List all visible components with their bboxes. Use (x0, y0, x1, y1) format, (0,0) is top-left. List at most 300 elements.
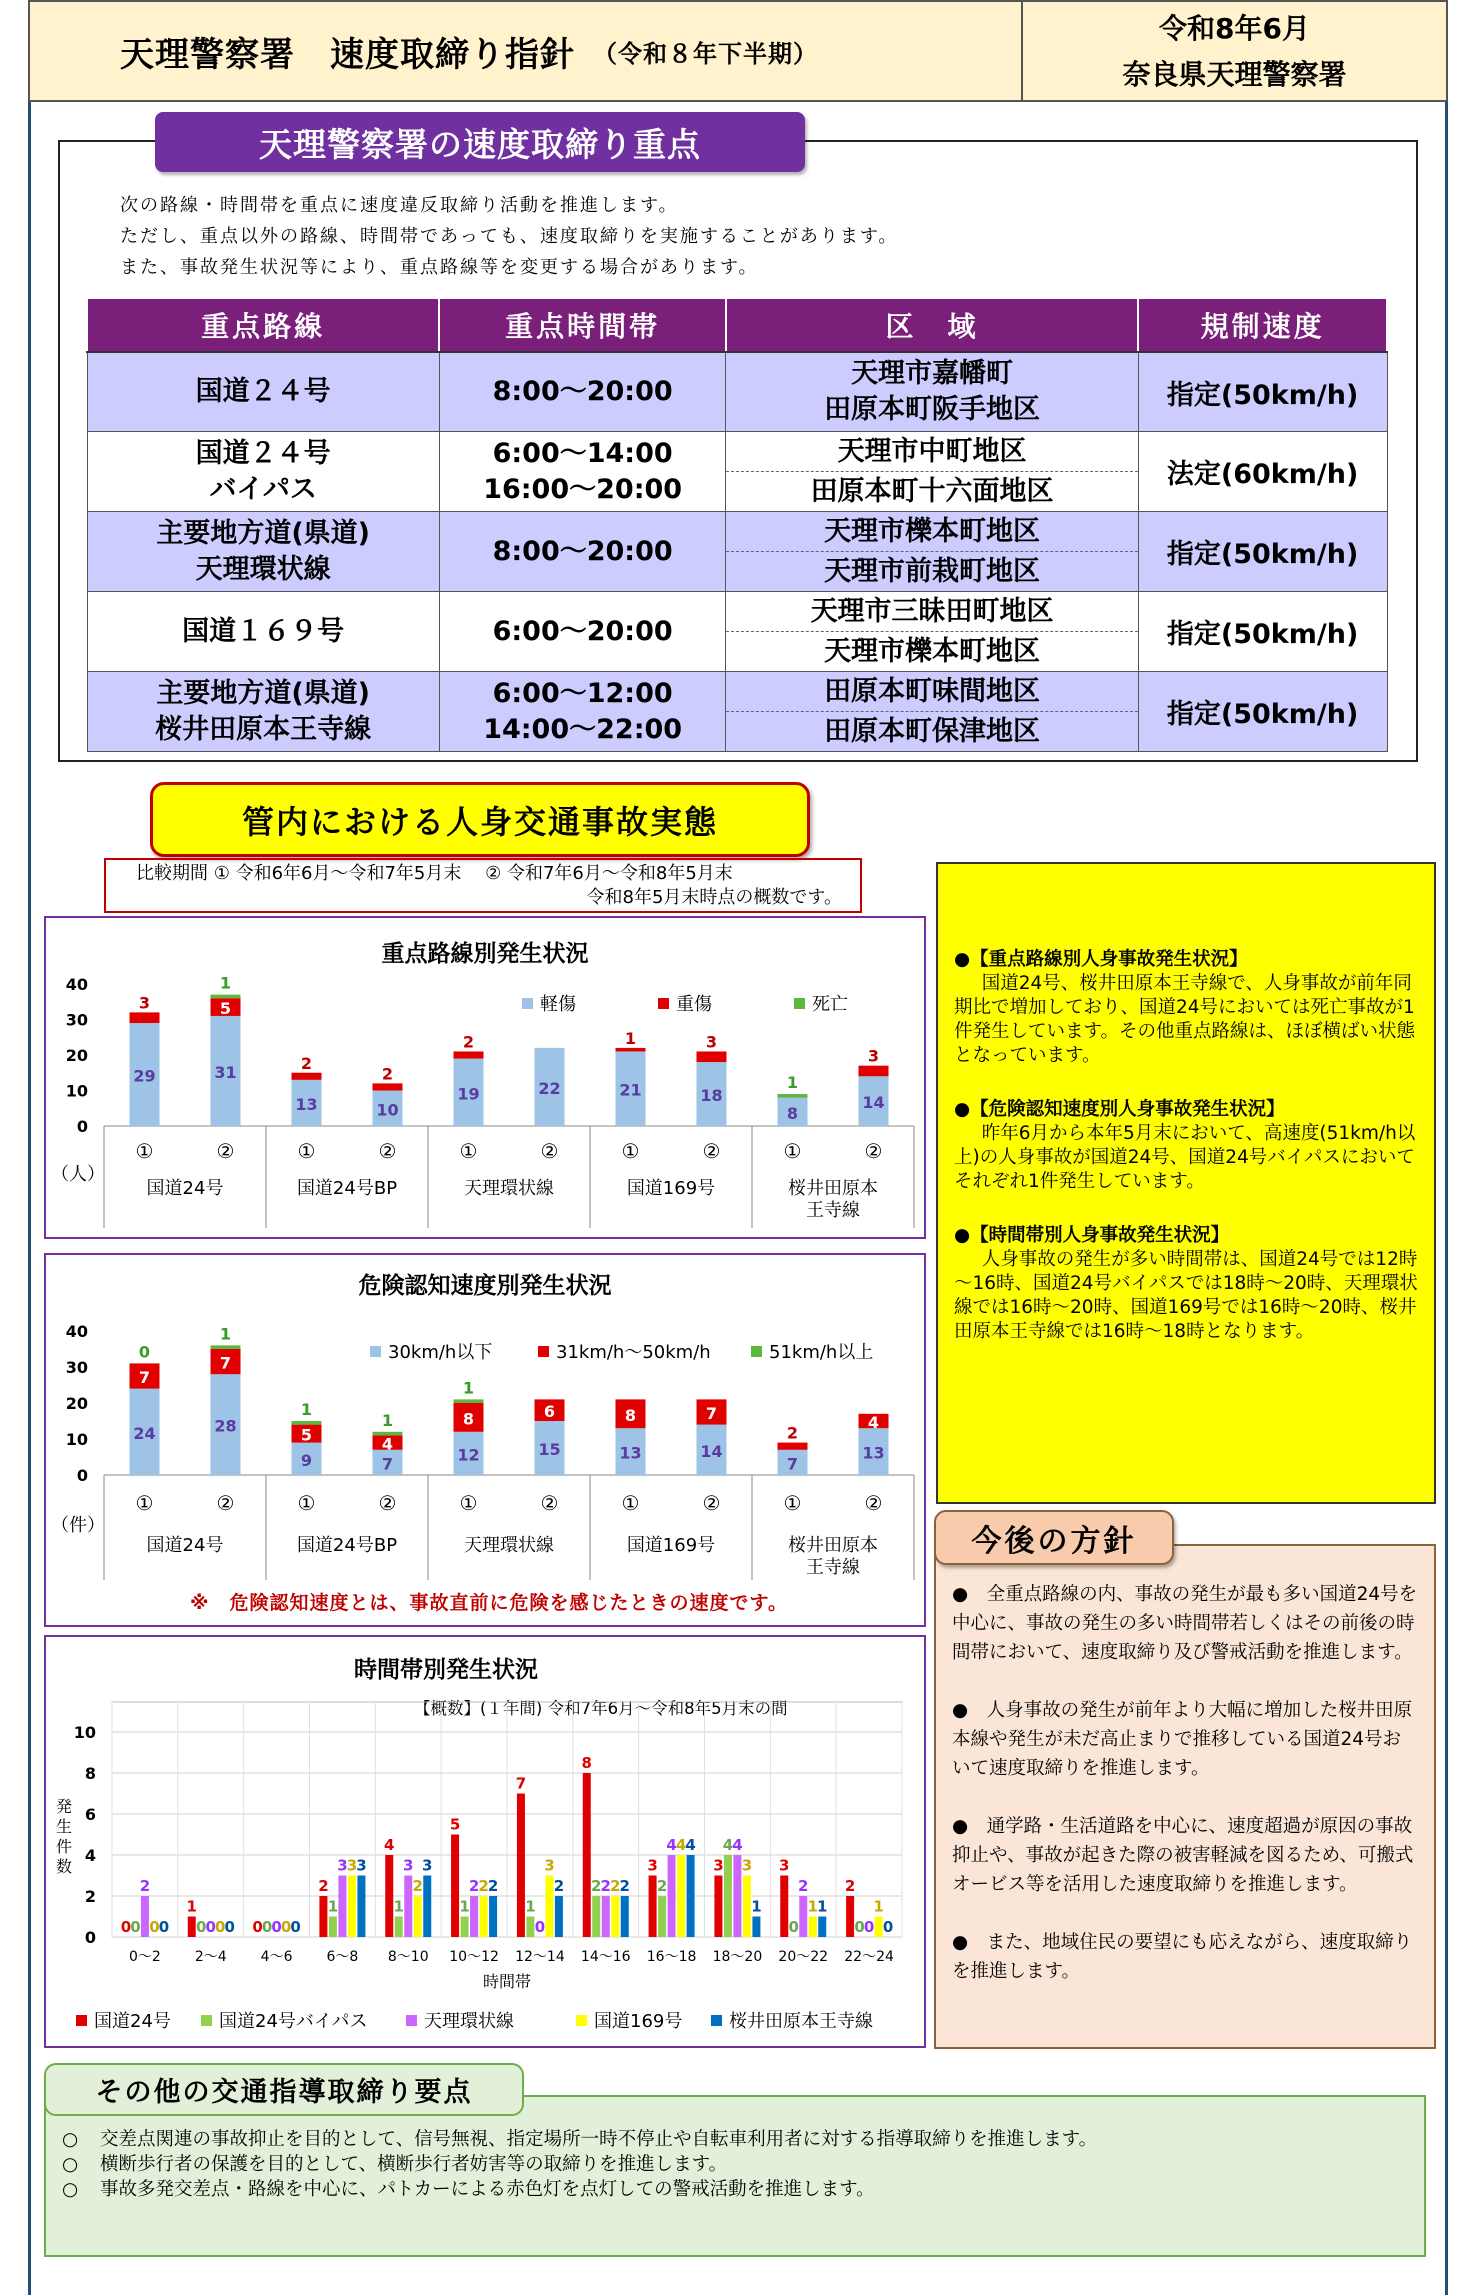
summary-route (954, 948, 1422, 1068)
category-label: ① (621, 1139, 640, 1163)
summary-text: 人身事故の発生が多い時間帯は、国道24号では12時～16時、国道24号バイパスでは18時～20時、天理環状線では16時～20時、国道169号では16時～20時、桜井田原本王寺線では16時～18時となります。 (954, 1249, 1418, 1342)
comparison-line: 比較期間 ① 令和6年6月～令和7年5月末 ② 令和7年6月～令和8年5月末 (136, 863, 733, 884)
bar (799, 1896, 807, 1937)
col-header-route: 重点路線 (87, 298, 439, 352)
bar-segment (454, 1051, 484, 1058)
legend-label: 死亡 (812, 994, 848, 1015)
route-cell-line: 桜井田原本王寺線 (155, 713, 372, 745)
summary-heading: ●【時間帯別人身事故発生状況】 (954, 1225, 1230, 1246)
area-name: 天理市中町地区 (726, 432, 1137, 472)
y-tick-label: 20 (65, 1394, 88, 1413)
other-enforcement-box (44, 2095, 1426, 2257)
bar-segment (130, 1012, 160, 1023)
limit-cell: 指定(50km/h) (1138, 592, 1387, 672)
y-unit-label: （人） (51, 1164, 105, 1185)
group-label: 国道24号BP (296, 1178, 398, 1199)
data-label: 2 (553, 1877, 565, 1895)
x-tick-label: 6～8 (326, 1949, 359, 1965)
data-label: 1 (219, 973, 232, 993)
x-tick-label: 12～14 (515, 1949, 565, 1965)
col-header-time: 重点時間帯 (439, 298, 726, 352)
policy-item: ● 人身事故の発生が前年より大幅に増加した桜井田原本線や発生が未だ高止まりで推移している国道24号おいて速度取締りを推進します。 (952, 1700, 1413, 1779)
data-label: 2 (591, 1877, 602, 1895)
data-label: 7 (381, 1454, 394, 1474)
data-label: 3 (403, 1856, 414, 1875)
time-cell-line: 16:00～20:00 (483, 473, 683, 505)
data-label: 0 (120, 1918, 132, 1936)
data-label: 1 (807, 1897, 818, 1916)
summary-time (954, 1224, 1422, 1344)
policy-item: ● また、地域住民の要望にも応えながら、速度取締りを推進します。 (952, 1932, 1413, 1982)
data-label: 21 (619, 1080, 642, 1100)
x-axis-label: 時間帯 (482, 1972, 532, 1991)
data-label: 1 (786, 1073, 799, 1093)
data-label: 7 (219, 1353, 232, 1373)
group-label: 天理環状線 (464, 1535, 554, 1556)
bar (545, 1876, 553, 1938)
summary-heading: ●【危険認知速度別人身事故発生状況】 (954, 1099, 1285, 1120)
comparison-period (104, 858, 862, 913)
area-name: 天理市櫟本町地区 (726, 512, 1137, 552)
priority-row (87, 432, 1387, 512)
data-label: 0 (261, 1918, 273, 1936)
bar (319, 1896, 327, 1937)
y-tick-label: 30 (65, 1358, 88, 1377)
route-cell-line: 国道２４号 (195, 437, 331, 469)
legend-swatch (658, 998, 669, 1009)
x-tick-label: 16～18 (646, 1949, 697, 1965)
bar-segment (373, 1083, 403, 1090)
y-unit-label: （件） (51, 1515, 105, 1536)
x-tick-label: 18～20 (712, 1949, 763, 1965)
summary-text: 国道24号、桜井田原本王寺線で、人身事故が前年同期比で増加しており、国道24号においては死亡事故が1件発生しています。その他重点路線は、ほぼ横ばい状態となっています。 (954, 973, 1416, 1066)
bar (329, 1917, 337, 1938)
data-label: 1 (393, 1897, 404, 1916)
limit-cell: 法定(60km/h) (1138, 432, 1387, 512)
route-cell-line: 主要地方道(県道) (156, 517, 371, 549)
policy-item: ● 全重点路線の内、事故の発生が最も多い国道24号を中心に、事故の発生の多い時間帯若しくはその前後の時間帯において、速度取締り及び警戒活動を推進します。 (952, 1584, 1418, 1663)
x-tick-label: 20～22 (778, 1949, 829, 1965)
category-label: ② (702, 1491, 721, 1515)
category-label: ① (135, 1491, 154, 1515)
page-header (28, 0, 1023, 102)
data-label: 2 (619, 1877, 630, 1895)
data-label: 3 (138, 993, 151, 1013)
data-label: 0 (280, 1918, 292, 1936)
other-item (62, 2127, 1424, 2152)
priority-row (87, 592, 1387, 672)
data-label: 0 (138, 1342, 151, 1362)
data-label: 3 (705, 1032, 718, 1052)
data-label: 1 (219, 1324, 232, 1344)
data-label: 3 (779, 1856, 790, 1875)
data-label: 3 (867, 1046, 880, 1066)
bar (348, 1876, 356, 1938)
bar (489, 1896, 497, 1937)
y-tick-label: 40 (65, 975, 88, 994)
priority-row (87, 512, 1387, 592)
data-label: 0 (130, 1918, 141, 1936)
data-label: 1 (327, 1897, 339, 1916)
bar (780, 1876, 788, 1938)
other-item (62, 2152, 1424, 2177)
data-label: 5 (300, 1425, 313, 1445)
legend-label: 国道169号 (594, 2011, 683, 2032)
area-cell-line: 天理市嘉幡町 (851, 358, 1014, 389)
data-label: 2 (462, 1032, 475, 1052)
y-tick-label: 8 (84, 1764, 96, 1783)
data-label: 2 (844, 1877, 856, 1895)
other-enforcement-title: その他の交通指導取締り要点 (44, 2063, 524, 2116)
priority-row (87, 352, 1387, 432)
data-label: 4 (732, 1836, 743, 1854)
legend-swatch (711, 2015, 722, 2026)
route-cell (87, 672, 439, 752)
data-label: 31 (214, 1062, 237, 1082)
bar (470, 1896, 478, 1937)
bar (592, 1896, 600, 1937)
route-cell-line: 主要地方道(県道) (156, 677, 371, 709)
y-tick-label: 10 (65, 1081, 88, 1101)
data-label: 14 (700, 1441, 723, 1461)
data-label: 3 (713, 1856, 724, 1875)
x-tick-label: 4～6 (260, 1949, 293, 1965)
route-cell (87, 352, 439, 432)
y-tick-label: 10 (73, 1723, 96, 1742)
bar-segment (859, 1066, 889, 1077)
data-label: 0 (271, 1918, 282, 1936)
data-label: 1 (525, 1897, 536, 1916)
data-label: 5 (219, 999, 232, 1019)
y-tick-label: 40 (65, 1322, 88, 1341)
data-label: 2 (600, 1877, 611, 1895)
data-label: 2 (381, 1064, 394, 1084)
bar (480, 1896, 488, 1937)
y-axis-label: 発 (55, 1797, 73, 1816)
data-label: 3 (647, 1856, 658, 1875)
category-label: ② (864, 1491, 883, 1515)
legend-label: 桜井田原本王寺線 (729, 2011, 873, 2032)
legend-label: 31km/h～50km/h (556, 1342, 711, 1363)
intro-line: 次の路線・時間帯を重点に速度違反取締り活動を推進します。 (120, 195, 679, 216)
data-label: 1 (624, 1028, 637, 1048)
legend-label: 30km/h以下 (388, 1342, 493, 1363)
data-label: 0 (788, 1918, 799, 1936)
speed-chart (46, 1255, 924, 1585)
data-label: 1 (459, 1897, 470, 1916)
area-cell (726, 432, 1138, 512)
y-tick-label: 10 (65, 1430, 88, 1449)
group-label: 国道24号 (146, 1535, 224, 1556)
data-label: 2 (610, 1877, 621, 1895)
bar (517, 1794, 525, 1938)
data-label: 28 (214, 1416, 237, 1436)
data-label: 1 (873, 1897, 884, 1916)
legend-swatch (751, 1346, 762, 1357)
other-item-text: 交差点関連の事故抑止を目的として、信号無視、指定場所一時不停止や自転車利用者に対する指導取締りを推進します。 (100, 2129, 1098, 2150)
bar (414, 1896, 422, 1937)
data-label: 8 (786, 1103, 799, 1123)
data-label: 2 (786, 1423, 799, 1443)
data-label: 13 (295, 1094, 318, 1114)
group-label: 桜井田原本 (788, 1178, 878, 1199)
data-label: 15 (538, 1440, 561, 1459)
summary-heading: ●【重点路線別人身事故発生状況】 (954, 949, 1248, 970)
data-label: 4 (722, 1836, 734, 1854)
y-axis-label: 生 (55, 1817, 73, 1836)
bar (818, 1917, 826, 1938)
group-label: 天理環状線 (464, 1178, 554, 1199)
bar (752, 1917, 760, 1938)
bar (724, 1855, 732, 1937)
time-cell-line: 8:00～20:00 (492, 376, 673, 407)
time-cell-line: 8:00～20:00 (492, 535, 673, 567)
category-label: ① (459, 1491, 478, 1515)
category-label: ② (378, 1491, 397, 1515)
summary-text: 昨年6月から本年5月末において、高速度(51km/h以上)の人身事故が国道24号、国道24号バイパスにおいてそれぞれ1件発生しています。 (954, 1123, 1416, 1192)
data-label: 4 (675, 1836, 687, 1854)
data-label: 4 (666, 1836, 677, 1854)
data-label: 7 (786, 1454, 799, 1474)
group-label: 王寺線 (806, 1557, 860, 1578)
data-label: 2 (468, 1877, 480, 1895)
bar (743, 1876, 751, 1938)
priority-intro (120, 190, 1370, 283)
legend-swatch (794, 998, 805, 1009)
time-cell-line: 14:00～22:00 (483, 713, 683, 745)
data-label: 24 (133, 1423, 156, 1443)
category-label: ② (216, 1491, 235, 1515)
bar (714, 1876, 722, 1938)
issuing-org: 奈良県天理警察署 (1122, 58, 1347, 91)
bar-segment (697, 1051, 727, 1062)
area-cell-line: 田原本町阪手地区 (824, 394, 1041, 425)
data-label: 2 (139, 1877, 151, 1895)
other-item-text: 事故多発交差点・路線を中心に、パトカーによる赤色灯を点灯しての警戒活動を推進します。 (100, 2179, 875, 2200)
intro-line: また、事故発生状況等により、重点路線等を変更する場合があります。 (120, 257, 759, 278)
category-label: ② (702, 1139, 721, 1163)
data-label: 0 (863, 1918, 875, 1936)
bar-segment (616, 1048, 646, 1052)
time-cell-line: 6:00～12:00 (492, 677, 673, 709)
time-cell (439, 672, 726, 752)
route-chart-panel (44, 916, 926, 1239)
other-item-text: 横断歩行者の保護を目的として、横断歩行者妨害等の取締りを推進します。 (100, 2154, 728, 2175)
route-cell (87, 512, 439, 592)
category-label: ① (783, 1491, 802, 1515)
data-label: 0 (196, 1918, 207, 1936)
bar (658, 1896, 666, 1937)
category-label: ② (378, 1139, 397, 1163)
summary-speed (954, 1098, 1422, 1194)
x-tick-label: 22～24 (844, 1949, 894, 1965)
category-label: ① (297, 1491, 316, 1515)
bar (611, 1896, 619, 1937)
intro-line: ただし、重点以外の路線、時間帯であっても、速度取締りを実施することがあります。 (120, 226, 899, 247)
y-tick-label: 6 (84, 1805, 96, 1824)
bar (733, 1855, 741, 1937)
limit-cell: 指定(50km/h) (1138, 512, 1387, 592)
bar (357, 1876, 365, 1938)
area-name: 天理市前栽町地区 (824, 556, 1041, 587)
category-label: ② (864, 1139, 883, 1163)
route-cell (87, 592, 439, 672)
policy-item: ● 通学路・生活道路を中心に、速度超過が原因の事故抑止や、事故が起きた際の被害軽減を図るため、可搬式オービス等を活用した速度取締りを推進します。 (952, 1816, 1414, 1895)
route-cell-line: 国道２４号 (195, 376, 331, 407)
data-label: 8 (624, 1405, 637, 1425)
data-label: 14 (862, 1093, 885, 1113)
y-tick-label: 0 (76, 1117, 88, 1136)
data-label: 8 (462, 1409, 475, 1429)
data-label: 3 (346, 1856, 358, 1875)
data-label: 0 (854, 1918, 865, 1936)
x-tick-label: 2～4 (194, 1949, 227, 1965)
data-label: 0 (158, 1918, 170, 1936)
area-name: 天理市櫟本町地区 (824, 636, 1041, 667)
legend-label: 51km/h以上 (769, 1342, 874, 1363)
category-label: ① (459, 1139, 478, 1163)
bar (668, 1855, 676, 1937)
time-cell-line: 6:00～20:00 (492, 615, 673, 647)
bar (809, 1917, 817, 1938)
data-label: 0 (149, 1918, 160, 1936)
bar (395, 1917, 403, 1938)
data-label: 1 (817, 1897, 828, 1916)
group-label: 国道24号BP (296, 1535, 398, 1556)
time-cell (439, 592, 726, 672)
speed-chart-panel (44, 1253, 926, 1627)
bar (338, 1876, 346, 1938)
legend-label: 天理環状線 (424, 2011, 514, 2032)
legend-swatch (538, 1346, 549, 1357)
circle-bullet-icon: ○ (62, 2129, 79, 2150)
future-policy-box (934, 1544, 1436, 2049)
bar-segment (454, 1399, 484, 1403)
bar-segment (778, 1443, 808, 1450)
data-label: 0 (224, 1918, 235, 1936)
data-label: 0 (215, 1918, 226, 1936)
bar (687, 1855, 695, 1937)
data-label: 18 (700, 1086, 723, 1106)
x-tick-label: 8～10 (387, 1949, 429, 1965)
data-label: 2 (412, 1877, 423, 1895)
data-label: 3 (422, 1856, 433, 1875)
area-cell (726, 512, 1138, 592)
time-cell (439, 512, 726, 592)
data-label: 2 (656, 1877, 668, 1895)
legend-swatch (76, 2015, 87, 2026)
data-label: 1 (381, 1410, 394, 1430)
y-axis-label: 件 (55, 1837, 73, 1856)
legend-label: 国道24号バイパス (219, 2011, 368, 2032)
issue-date: 令和8年6月 (1159, 12, 1310, 45)
category-label: ① (621, 1491, 640, 1515)
x-tick-label: 0～2 (129, 1949, 161, 1965)
data-label: 0 (534, 1918, 546, 1936)
bar (677, 1855, 685, 1937)
comparison-note: 令和8年5月末時点の概数です。 (586, 887, 842, 908)
data-label: 3 (741, 1856, 753, 1875)
data-label: 13 (862, 1443, 885, 1463)
bar (404, 1876, 412, 1938)
bar (846, 1896, 854, 1937)
priority-row (87, 672, 1387, 752)
area-name: 田原本町十六面地区 (810, 476, 1054, 507)
data-label: 0 (205, 1918, 216, 1936)
data-label: 10 (376, 1100, 399, 1120)
legend-swatch (576, 2015, 587, 2026)
bar (385, 1855, 393, 1937)
col-header-limit: 規制速度 (1138, 298, 1387, 352)
data-label: 2 (318, 1877, 329, 1895)
data-label: 6 (543, 1402, 556, 1422)
group-label: 国道169号 (626, 1178, 716, 1199)
future-policy-title: 今後の方針 (934, 1510, 1174, 1565)
legend-label: 国道24号 (94, 2011, 171, 2032)
route-cell-line: バイパス (209, 473, 317, 505)
accident-section-title: 管内における人身交通事故実態 (150, 782, 810, 857)
chart-title: 時間帯別発生状況 (354, 1657, 538, 1683)
circle-bullet-icon: ○ (62, 2154, 79, 2175)
time-cell (439, 432, 726, 512)
bar (188, 1917, 196, 1938)
col-header-area: 区 域 (726, 298, 1138, 352)
area-cell (726, 592, 1138, 672)
legend-swatch (201, 2015, 212, 2026)
time-cell (439, 352, 726, 432)
time-cell-line: 6:00～14:00 (492, 437, 673, 469)
data-label: 22 (538, 1078, 561, 1098)
y-axis-label: 数 (55, 1857, 73, 1876)
data-label: 4 (381, 1434, 394, 1454)
data-label: 29 (133, 1066, 156, 1086)
data-label: 12 (457, 1445, 480, 1465)
priority-table (86, 297, 1388, 752)
bar (649, 1876, 657, 1938)
chart-title: 危険認知速度別発生状況 (358, 1273, 612, 1299)
limit-cell: 指定(50km/h) (1138, 672, 1387, 752)
x-tick-label: 10～12 (449, 1949, 499, 1965)
group-label: 国道169号 (626, 1535, 716, 1556)
page-title: 天理警察署 速度取締り指針 (120, 34, 575, 75)
bar (526, 1917, 534, 1938)
route-chart (46, 918, 924, 1237)
group-label: 王寺線 (806, 1200, 860, 1221)
bar (555, 1896, 563, 1937)
route-cell-line: 国道１６９号 (182, 615, 345, 647)
data-label: 9 (300, 1450, 313, 1470)
bar-segment (211, 995, 241, 999)
bar-segment (211, 1345, 241, 1349)
limit-cell: 指定(50km/h) (1138, 352, 1387, 432)
data-label: 7 (705, 1404, 718, 1423)
data-label: 2 (300, 1053, 313, 1073)
data-label: 13 (619, 1443, 642, 1463)
route-cell-line: 天理環状線 (195, 553, 331, 585)
data-label: 3 (337, 1856, 348, 1875)
legend-swatch (522, 998, 533, 1009)
speed-note: ※ 危険認知速度とは、事故直前に危険を感じたときの速度です。 (190, 1592, 788, 1614)
legend-swatch (370, 1346, 381, 1357)
chart-subtitle: 【概数】(１年間) 令和7年6月～令和8年5月末の間 (414, 1699, 788, 1718)
data-label: 1 (186, 1897, 197, 1916)
circle-bullet-icon: ○ (62, 2179, 79, 2200)
bar (621, 1896, 629, 1937)
bar-segment (778, 1094, 808, 1098)
data-label: 0 (252, 1918, 263, 1936)
data-label: 8 (581, 1754, 592, 1772)
bar (423, 1876, 431, 1938)
